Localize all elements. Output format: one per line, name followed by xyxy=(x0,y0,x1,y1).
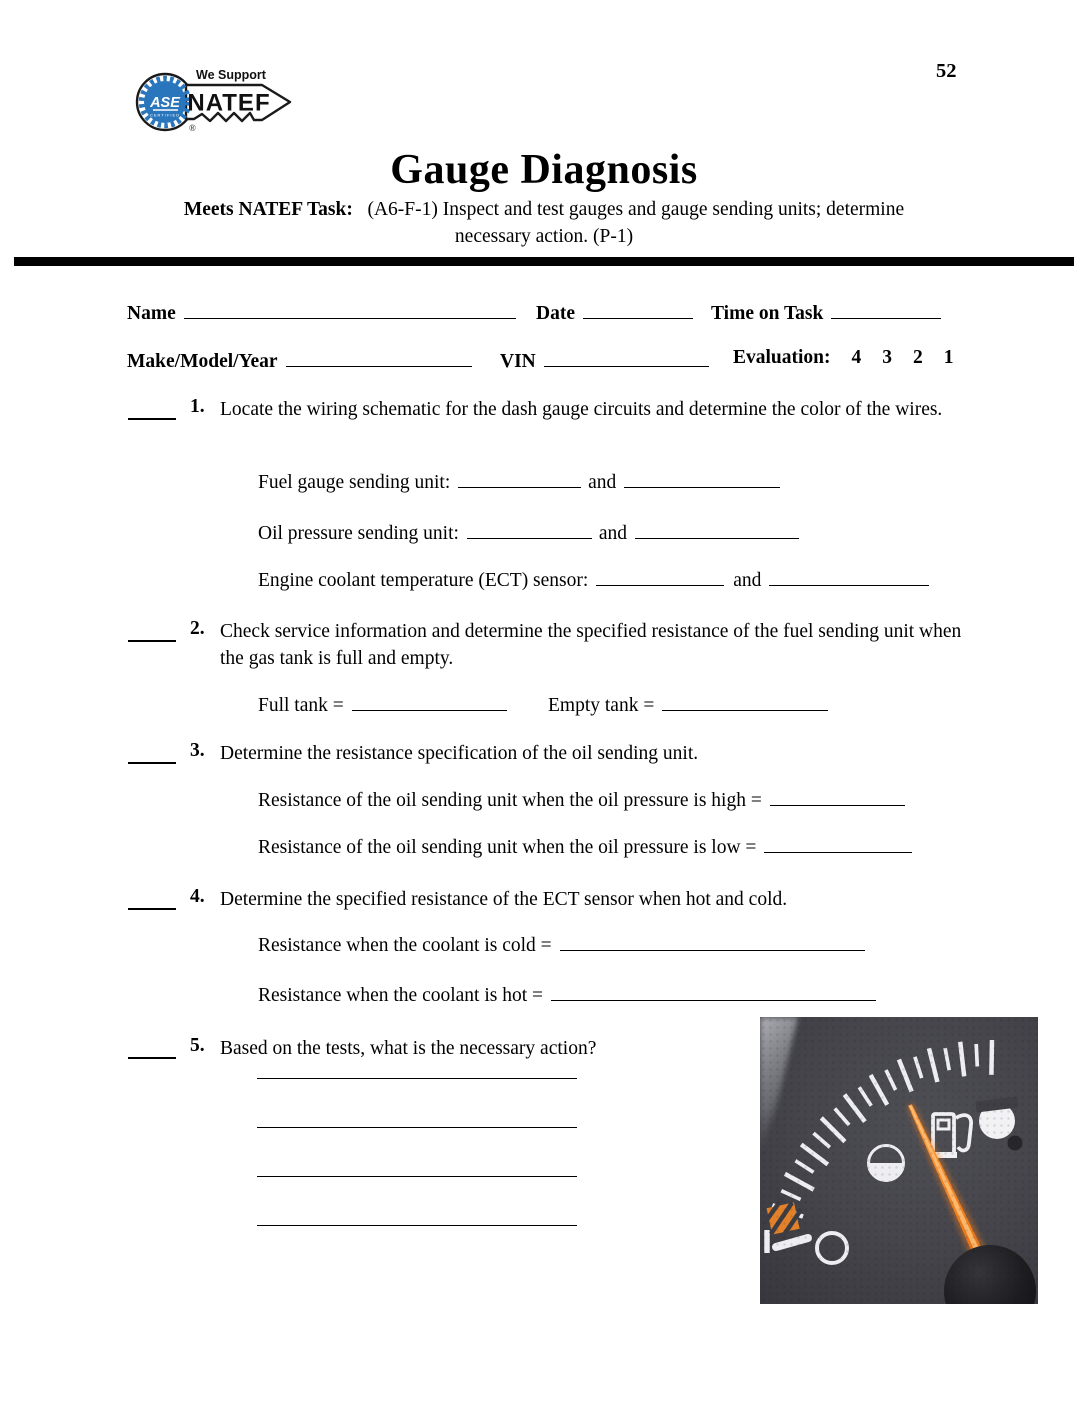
full-tank-icon xyxy=(975,1096,1018,1139)
ect-wire-color-blank-2 xyxy=(769,566,929,586)
gauge-empty-end-bar xyxy=(776,1238,808,1247)
vin-label: VIN xyxy=(500,351,536,372)
task-4-sub-hot xyxy=(258,981,876,1007)
oil-sending-unit-label: Oil pressure sending unit: xyxy=(258,523,459,544)
make-model-year-label: Make/Model/Year xyxy=(127,351,278,372)
task-2-sub-full-tank xyxy=(258,691,507,717)
coolant-hot-blank xyxy=(551,981,876,1001)
meets-task-label: Meets NATEF Task: xyxy=(183,199,353,220)
name-field xyxy=(127,299,516,325)
task-4-grade-blank xyxy=(128,888,176,910)
natef-text: NATEF xyxy=(187,89,271,117)
divider-rule xyxy=(14,257,1074,266)
natef-logo xyxy=(130,57,294,139)
time-on-task-blank xyxy=(831,299,941,319)
evaluation-field xyxy=(733,347,954,369)
fuel-gauge-photo xyxy=(760,1017,1038,1304)
task-4-text: Determine the specified resistance of the ECT sensor when hot and cold. xyxy=(220,889,788,910)
task-3-sub-high xyxy=(258,786,905,812)
full-tank-label: Full tank = xyxy=(258,695,344,716)
task-3-grade-blank xyxy=(128,742,176,764)
panel-dot xyxy=(1008,1136,1023,1151)
coolant-cold-blank xyxy=(560,931,865,951)
and-label: and xyxy=(733,570,762,591)
ase-text: ASE xyxy=(150,95,180,111)
task-5-number: 5. xyxy=(190,1035,205,1056)
coolant-hot-label: Resistance when the coolant is hot = xyxy=(258,985,544,1006)
we-support-text: We Support xyxy=(196,68,266,82)
oil-wire-color-blank-2 xyxy=(635,519,799,539)
evaluation-score-1: 1 xyxy=(943,347,954,368)
oil-pressure-low-blank xyxy=(764,833,912,853)
time-on-task-field xyxy=(711,299,941,325)
date-field xyxy=(536,299,693,325)
task-1-text: Locate the wiring schematic for the dash gauge circuits and determine the color of the wires. xyxy=(220,399,943,420)
task-2-text: Check service information and determine the specified resistance of the fuel sending unit when the gas tank is full and empty. xyxy=(220,621,962,669)
meets-task-line-1 xyxy=(0,199,1088,221)
meets-task-line-2: necessary action. (P-1) xyxy=(454,226,634,247)
task-2-sub-empty-tank xyxy=(548,691,828,717)
fuel-wire-color-blank-2 xyxy=(624,468,780,488)
make-model-year-field xyxy=(127,347,472,373)
ase-certified-text: CERTIFIED xyxy=(149,112,181,118)
page-title: Gauge Diagnosis xyxy=(390,147,698,193)
empty-tank-icon xyxy=(817,1233,847,1263)
photo-light-reflection xyxy=(760,1017,798,1153)
task-5-grade-blank xyxy=(128,1037,176,1059)
date-blank xyxy=(583,299,693,319)
task-5-answer-line-3 xyxy=(257,1156,577,1177)
task-1-sub-ect xyxy=(258,566,929,592)
fuel-sending-unit-label: Fuel gauge sending unit: xyxy=(258,472,451,493)
coolant-cold-label: Resistance when the coolant is cold = xyxy=(258,935,552,956)
task-1-grade-blank xyxy=(128,398,176,420)
date-label: Date xyxy=(536,303,575,324)
evaluation-score-2: 2 xyxy=(913,347,923,368)
task-1-sub-fuel xyxy=(258,468,780,494)
evaluation-score-4: 4 xyxy=(851,347,862,368)
evaluation-score-3: 3 xyxy=(882,347,893,368)
page-number: 52 xyxy=(936,60,957,82)
evaluation-label: Evaluation: xyxy=(733,347,831,368)
task-1-number: 1. xyxy=(190,396,205,417)
task-5-answer-line-4 xyxy=(257,1205,577,1226)
task-3-number: 3. xyxy=(190,740,205,761)
half-tank-icon xyxy=(869,1146,904,1181)
fuel-pump-icon xyxy=(931,1114,971,1155)
task-1-sub-oil xyxy=(258,519,799,545)
registered-mark: ® xyxy=(189,123,196,133)
vin-blank xyxy=(544,347,709,367)
oil-wire-color-blank-1 xyxy=(467,519,592,539)
needle-pivot-knob xyxy=(944,1245,1036,1304)
task-3-text: Determine the resistance specification of the oil sending unit. xyxy=(220,743,699,764)
and-label: and xyxy=(588,472,617,493)
task-5-answer-line-1 xyxy=(257,1058,577,1079)
fuel-gauge-graphic xyxy=(760,1017,1038,1304)
name-blank xyxy=(184,299,516,319)
ect-sensor-label: Engine coolant temperature (ECT) sensor: xyxy=(258,570,589,591)
and-label: and xyxy=(598,523,627,544)
empty-tank-blank xyxy=(662,691,828,711)
oil-pressure-low-label: Resistance of the oil sending unit when the oil pressure is low = xyxy=(258,837,757,858)
empty-tank-label: Empty tank = xyxy=(548,695,655,716)
task-2-number: 2. xyxy=(190,618,205,639)
task-4-sub-cold xyxy=(258,931,865,957)
full-tank-blank xyxy=(352,691,507,711)
time-on-task-label: Time on Task xyxy=(711,303,824,324)
make-model-year-blank xyxy=(286,347,472,367)
task-4-number: 4. xyxy=(190,886,205,907)
oil-pressure-high-label: Resistance of the oil sending unit when the oil pressure is high = xyxy=(258,790,762,811)
name-label: Name xyxy=(127,303,176,324)
oil-pressure-high-blank xyxy=(770,786,905,806)
task-5-text: Based on the tests, what is the necessary action? xyxy=(220,1038,597,1059)
task-2-grade-blank xyxy=(128,620,176,642)
meets-task-text: (A6-F-1) Inspect and test gauges and gauge sending units; determine xyxy=(367,199,905,220)
task-3-sub-low xyxy=(258,833,912,859)
vin-field xyxy=(500,347,709,373)
ect-wire-color-blank-1 xyxy=(596,566,724,586)
fuel-wire-color-blank-1 xyxy=(458,468,581,488)
task-5-answer-line-2 xyxy=(257,1107,577,1128)
